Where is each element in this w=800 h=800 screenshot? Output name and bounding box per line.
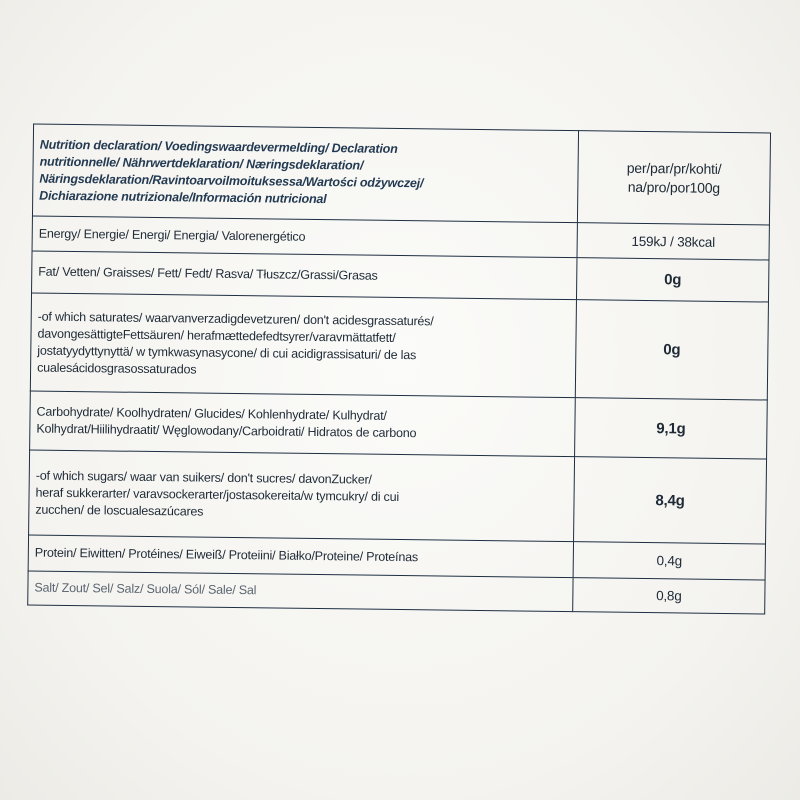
table-row-saturates	[30, 293, 768, 400]
header-line: nutritionnelle/ Nährwertdeklaration/ Næringsdeklaration/	[39, 154, 364, 173]
nutrient-label: davongesättigteFettsäuren/ herafmættedefedtsyrer/varavmättatfett/	[37, 326, 396, 345]
nutrient-label-cell	[30, 391, 576, 457]
header-line: Dichiarazione nutrizionale/Información nutricional	[39, 188, 327, 206]
nutrient-value-cell: 0g	[575, 300, 768, 400]
nutrient-label: Carbohydrate/ Koolhydraten/ Glucides/ Kohlenhydrate/ Kulhydrat/	[36, 404, 387, 423]
nutrient-label-cell	[30, 293, 576, 398]
nutrition-label	[27, 124, 771, 635]
nutrient-value-cell: 0,4g	[573, 542, 765, 580]
header-line: Nutrition declaration/ Voedingswaardevermelding/ Declaration	[39, 137, 398, 156]
nutrient-label-cell	[28, 571, 573, 612]
table-header-row	[32, 124, 770, 225]
table-row-sugars	[29, 450, 767, 544]
table-row-carbohydrate	[30, 391, 768, 459]
nutrient-label-cell	[32, 251, 577, 300]
nutrient-value-cell: 0,8g	[573, 578, 765, 614]
header-description-cell	[32, 124, 578, 223]
nutrition-table	[27, 124, 771, 615]
nutrient-label: jostatyydyttynyttä/ w tymkwasynasycone/ di cui acidigrassisaturi/ de las	[37, 343, 417, 362]
nutrient-value-cell: 159kJ / 38kcal	[577, 223, 769, 260]
nutrient-label: Kolhydrat/Hiilihydraatit/ Węglowodany/Carboidrati/ Hidratos de carbono	[36, 421, 417, 441]
nutrient-label: Fat/ Vetten/ Graisses/ Fett/ Fedt/ Rasva/ Tłuszcz/Grassi/Grasas	[38, 264, 378, 283]
nutrient-label: zucchen/ de loscualesazúcares	[35, 502, 204, 519]
nutrient-label: -of which saturates/ waarvanverzadigdevetzuren/ don't acidesgrassaturés/	[37, 309, 434, 328]
nutrient-value-cell: 8,4g	[574, 457, 767, 544]
nutrient-label: Salt/ Zout/ Sel/ Salz/ Suola/ Sól/ Sale/ Sal	[34, 580, 257, 598]
per-line: na/pro/por100g	[627, 178, 721, 196]
header-line: Näringsdeklaration/Ravintoarvoilmoituksessa/Wartości odżywczej/	[39, 171, 424, 190]
nutrient-value-cell: 0g	[576, 258, 768, 302]
nutrient-value-cell: 9,1g	[575, 398, 768, 459]
nutrient-label: Energy/ Energie/ Energi/ Energia/ Valorenergético	[38, 226, 306, 244]
nutrient-label-cell	[29, 450, 575, 542]
nutrient-label: Protein/ Eiwitten/ Protéines/ Eiweiß/ Proteiini/ Białko/Proteine/ Proteínas	[34, 545, 419, 565]
nutrient-label: heraf sukkerarter/ varavsockerarter/jostasokereita/w tymcukry/ di cui	[35, 485, 400, 504]
nutrient-label: cualesácidosgrasossaturados	[37, 360, 197, 377]
per-line: per/par/pr/kohti/	[626, 159, 722, 177]
header-per-cell	[577, 131, 770, 225]
nutrient-label: -of which sugars/ waar van suikers/ don't sucres/ davonZucker/	[35, 468, 372, 487]
